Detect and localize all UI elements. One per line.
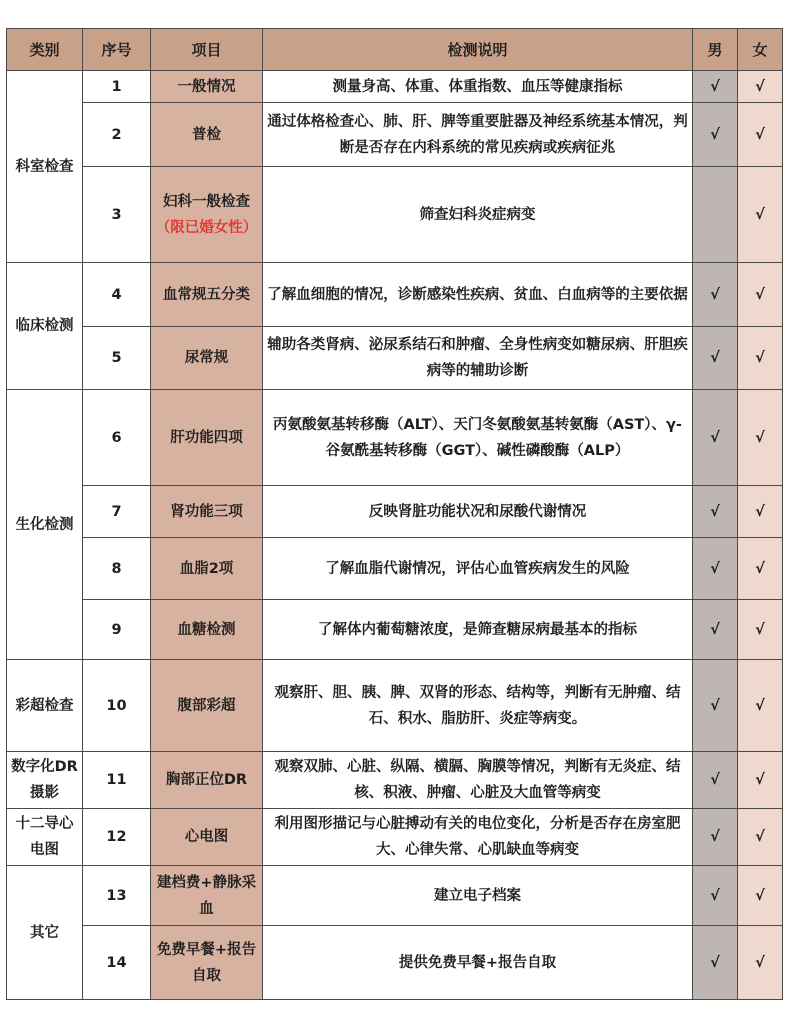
male-check: √ [693,327,738,390]
category-cell: 其它 [7,866,83,1000]
header-female: 女 [738,29,783,71]
table-row [7,600,783,660]
item-name: 血脂2项 [151,538,263,600]
female-check: √ [738,660,783,752]
male-check: √ [693,103,738,167]
item-description: 通过体格检查心、肺、肝、脾等重要脏器及神经系统基本情况，判断是否存在内科系统的常见疾病或疾病征兆 [263,103,693,167]
female-check: √ [738,866,783,926]
restriction-text: （限已婚女性） [155,219,258,236]
row-number: 9 [83,600,151,660]
table-row [7,660,783,752]
row-number: 10 [83,660,151,752]
item-name: 一般情况 [151,71,263,103]
female-check: √ [738,167,783,263]
row-number: 11 [83,752,151,809]
table-row [7,809,783,866]
female-check: √ [738,752,783,809]
female-check: √ [738,809,783,866]
male-check: √ [693,866,738,926]
item-description: 了解血细胞的情况，诊断感染性疾病、贫血、白血病等的主要依据 [263,263,693,327]
row-number: 2 [83,103,151,167]
item-description: 了解体内葡萄糖浓度，是筛查糖尿病最基本的指标 [263,600,693,660]
row-number: 3 [83,167,151,263]
item-description: 反映肾脏功能状况和尿酸代谢情况 [263,486,693,538]
female-check: √ [738,327,783,390]
row-number: 6 [83,390,151,486]
male-check [693,167,738,263]
row-number: 14 [83,926,151,1000]
row-number: 13 [83,866,151,926]
row-number: 12 [83,809,151,866]
item-description: 利用图形描记与心脏搏动有关的电位变化，分析是否存在房室肥大、心律失常、心肌缺血等病变 [263,809,693,866]
row-number: 5 [83,327,151,390]
header-category: 类别 [7,29,83,71]
item-name: 肾功能三项 [151,486,263,538]
table-row [7,866,783,926]
table-row [7,167,783,263]
category-cell: 临床检测 [7,263,83,390]
category-cell: 科室检查 [7,71,83,263]
item-description: 建立电子档案 [263,866,693,926]
item-name: 建档费+静脉采血 [151,866,263,926]
row-number: 8 [83,538,151,600]
category-cell: 数字化DR摄影 [7,752,83,809]
table-row [7,71,783,103]
item-name: 胸部正位DR [151,752,263,809]
table-row [7,263,783,327]
item-description: 测量身高、体重、体重指数、血压等健康指标 [263,71,693,103]
item-description: 观察肝、胆、胰、脾、双肾的形态、结构等，判断有无肿瘤、结石、积水、脂肪肝、炎症等病变。 [263,660,693,752]
item-name: 妇科一般检查 [163,193,250,210]
male-check: √ [693,600,738,660]
category-cell: 彩超检查 [7,660,83,752]
item-name: 血糖检测 [151,600,263,660]
female-check: √ [738,263,783,327]
exam-items-table [6,28,783,1000]
category-cell: 生化检测 [7,390,83,660]
male-check: √ [693,752,738,809]
item-description: 观察双肺、心脏、纵隔、横膈、胸膜等情况，判断有无炎症、结核、积液、肿瘤、心脏及大血管等病变 [263,752,693,809]
row-number: 1 [83,71,151,103]
item-description: 了解血脂代谢情况，评估心血管疾病发生的风险 [263,538,693,600]
item-name: 肝功能四项 [151,390,263,486]
item-name: 尿常规 [151,327,263,390]
female-check: √ [738,926,783,1000]
table-row [7,327,783,390]
header-male: 男 [693,29,738,71]
item-description: 丙氨酸氨基转移酶（ALT）、天门冬氨酸氨基转氨酶（AST）、γ-谷氨酰基转移酶（GGT）、碱性磷酸酶（ALP） [263,390,693,486]
male-check: √ [693,263,738,327]
male-check: √ [693,926,738,1000]
male-check: √ [693,660,738,752]
female-check: √ [738,103,783,167]
table-row [7,390,783,486]
item-name: 免费早餐+报告自取 [151,926,263,1000]
item-name: 腹部彩超 [151,660,263,752]
female-check: √ [738,538,783,600]
table-row [7,103,783,167]
female-check: √ [738,390,783,486]
row-number: 4 [83,263,151,327]
item-description: 提供免费早餐+报告自取 [263,926,693,1000]
category-cell: 十二导心电图 [7,809,83,866]
male-check: √ [693,390,738,486]
male-check: √ [693,809,738,866]
header-item: 项目 [151,29,263,71]
table-row [7,752,783,809]
male-check: √ [693,538,738,600]
female-check: √ [738,71,783,103]
item-description: 筛查妇科炎症病变 [263,167,693,263]
header-description: 检测说明 [263,29,693,71]
male-check: √ [693,71,738,103]
item-name: 血常规五分类 [151,263,263,327]
male-check: √ [693,486,738,538]
header-number: 序号 [83,29,151,71]
table-row [7,926,783,1000]
female-check: √ [738,600,783,660]
item-description: 辅助各类肾病、泌尿系结石和肿瘤、全身性病变如糖尿病、肝胆疾病等的辅助诊断 [263,327,693,390]
female-check: √ [738,486,783,538]
item-name-cell [151,167,263,263]
table-header-row [7,29,783,71]
item-name: 心电图 [151,809,263,866]
table-row [7,538,783,600]
item-name: 普检 [151,103,263,167]
row-number: 7 [83,486,151,538]
item-restriction-note [155,215,258,241]
table-row [7,486,783,538]
